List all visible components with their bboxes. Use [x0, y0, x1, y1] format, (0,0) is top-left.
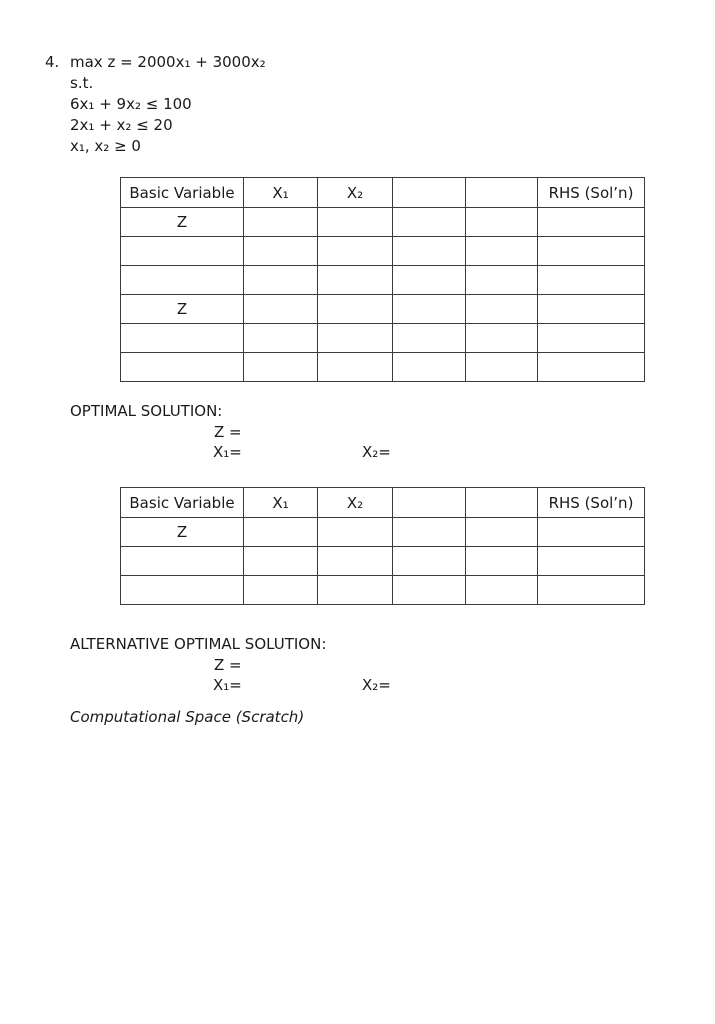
table-cell	[466, 208, 538, 237]
table-cell	[244, 324, 318, 353]
subject-to-label: s.t.	[70, 74, 94, 92]
table-cell	[121, 324, 244, 353]
table-cell	[244, 518, 318, 547]
table-cell	[393, 576, 466, 605]
table-cell	[121, 547, 244, 576]
table-cell	[318, 576, 393, 605]
constraint-1: 6x₁ + 9x₂ ≤ 100	[70, 95, 192, 113]
table-cell	[244, 266, 318, 295]
table-row	[121, 324, 645, 353]
table-cell	[318, 208, 393, 237]
table-cell	[538, 208, 645, 237]
table-cell	[244, 353, 318, 382]
table-cell	[538, 237, 645, 266]
table-cell	[393, 547, 466, 576]
table-row	[121, 547, 645, 576]
table-cell	[318, 324, 393, 353]
optimal-x2-label: X₂=	[362, 443, 391, 461]
table-cell	[318, 547, 393, 576]
alternative-solution-title: ALTERNATIVE OPTIMAL SOLUTION:	[70, 635, 327, 653]
header-x2: X₂	[318, 488, 393, 518]
header-x1: X₁	[244, 488, 318, 518]
header-blank-2	[466, 178, 538, 208]
header-x1: X₁	[244, 178, 318, 208]
table-cell	[393, 518, 466, 547]
optimal-x1-label: X₁=	[213, 443, 242, 461]
table-cell	[393, 324, 466, 353]
table-cell	[393, 208, 466, 237]
table-cell	[318, 518, 393, 547]
table-cell	[538, 324, 645, 353]
table-cell	[318, 353, 393, 382]
table-cell	[466, 547, 538, 576]
table-row	[121, 237, 645, 266]
alternative-x2-label: X₂=	[362, 676, 391, 694]
computational-space-label: Computational Space (Scratch)	[70, 708, 305, 726]
table-cell	[538, 266, 645, 295]
optimal-z-label: Z =	[214, 423, 242, 441]
table-row	[121, 353, 645, 382]
table-cell	[466, 266, 538, 295]
table-cell	[393, 353, 466, 382]
table-row	[121, 295, 645, 324]
table-cell	[244, 295, 318, 324]
table-row	[121, 576, 645, 605]
table-cell	[318, 295, 393, 324]
table-cell	[393, 266, 466, 295]
table-header-row	[121, 178, 645, 208]
header-blank-2	[466, 488, 538, 518]
table-cell: Z	[121, 208, 244, 237]
header-basic-variable: Basic Variable	[121, 178, 244, 208]
header-x2: X₂	[318, 178, 393, 208]
table-cell	[466, 353, 538, 382]
simplex-table-2	[120, 487, 645, 605]
alternative-x1-label: X₁=	[213, 676, 242, 694]
simplex-table-1	[120, 177, 645, 382]
table-cell	[244, 237, 318, 266]
table-cell	[466, 324, 538, 353]
table-cell	[244, 576, 318, 605]
table-cell	[318, 266, 393, 295]
table-cell	[244, 208, 318, 237]
optimal-solution-title: OPTIMAL SOLUTION:	[70, 402, 223, 420]
table-cell	[538, 295, 645, 324]
table-cell	[121, 353, 244, 382]
header-rhs: RHS (Sol’n)	[538, 488, 645, 518]
table-cell	[121, 237, 244, 266]
table-cell	[393, 237, 466, 266]
header-basic-variable: Basic Variable	[121, 488, 244, 518]
constraint-3: x₁, x₂ ≥ 0	[70, 137, 141, 155]
table-cell	[538, 353, 645, 382]
table-cell	[318, 237, 393, 266]
table-cell	[121, 576, 244, 605]
table-cell	[393, 295, 466, 324]
alternative-z-label: Z =	[214, 656, 242, 674]
table-cell	[466, 295, 538, 324]
table-cell	[244, 547, 318, 576]
problem-number: 4.	[45, 53, 60, 71]
table-cell	[121, 266, 244, 295]
table-cell	[538, 547, 645, 576]
table-row	[121, 208, 645, 237]
table-cell: Z	[121, 295, 244, 324]
table-row	[121, 266, 645, 295]
problem-statement	[45, 52, 266, 157]
table-cell: Z	[121, 518, 244, 547]
header-blank-1	[393, 488, 466, 518]
table-row	[121, 518, 645, 547]
header-blank-1	[393, 178, 466, 208]
table-cell	[538, 518, 645, 547]
header-rhs: RHS (Sol’n)	[538, 178, 645, 208]
constraint-2: 2x₁ + x₂ ≤ 20	[70, 116, 173, 134]
table-cell	[466, 237, 538, 266]
table-cell	[466, 518, 538, 547]
objective-function: max z = 2000x₁ + 3000x₂	[70, 53, 266, 71]
table-cell	[466, 576, 538, 605]
table-header-row	[121, 488, 645, 518]
table-cell	[538, 576, 645, 605]
